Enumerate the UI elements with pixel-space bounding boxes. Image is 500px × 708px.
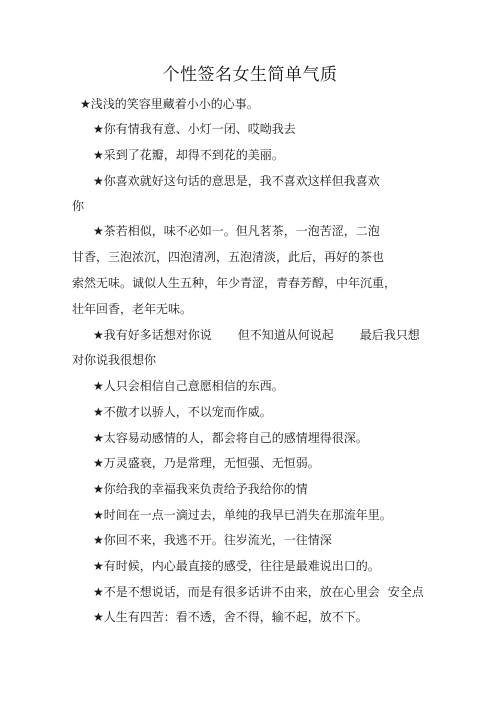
text-line: ★太容易动感情的人，都会将自己的感情埋得很深。	[93, 431, 368, 445]
text-segment: 最后我只想	[359, 328, 420, 342]
text-line: ★有时候，内心最直接的感受，往往是最难说出口的。	[93, 559, 380, 573]
text-segment: 但不知道从何说起	[237, 328, 334, 342]
text-line: ★你有情我有意、小灯一闭、哎呦我去	[93, 122, 296, 136]
text-line: 甘香，三泡浓沉，四泡清冽，五泡清淡，此后，再好的茶也	[72, 250, 385, 264]
text-line: ★浅浅的笑容里藏着小小的心事。	[80, 97, 259, 111]
text-line: 壮年回香，老年无味。	[72, 302, 193, 316]
text-line: ★采到了花瓣，却得不到花的美丽。	[93, 148, 284, 162]
text-line: ★时间在一点一滴过去，单纯的我早已消失在那流年里。	[93, 508, 392, 522]
text-line: ★茶若相似，味不必如一。但凡茗茶，一泡苦涩，二泡	[93, 224, 380, 238]
text-line: ★不傲才以骄人，不以宠而作威。	[93, 405, 272, 419]
text-line: ★你喜欢就好这句话的意思是，我不喜欢这样但我喜欢	[93, 174, 380, 188]
text-line: ★你给我的幸福我来负责给予我给你的情	[93, 482, 308, 496]
text-line: ★万灵盛衰，乃是常理，无恒强、无恒弱。	[93, 456, 320, 470]
text-segment: ★不是不想说话，而是有很多话讲不由来，放在心里会	[93, 585, 380, 599]
text-line: 索然无味。诚似人生五种，年少青涩，青春芳醇，中年沉重，	[72, 276, 397, 290]
text-line	[93, 327, 420, 343]
text-line: ★人生有四苦：看不透，舍不得，输不起，放不下。	[93, 610, 368, 624]
text-line: ★你回不来，我逃不开。往岁流光，一往情深	[93, 533, 332, 547]
text-line: 你	[72, 199, 85, 213]
text-segment: ★我有好多话想对你说	[93, 328, 212, 342]
document-title: 个性签名女生简单气质	[162, 65, 338, 85]
text-segment: 安全点	[387, 585, 424, 599]
text-line: 对你说我很想你	[72, 353, 157, 367]
text-line	[93, 584, 424, 600]
text-line: ★人只会相信自己意愿相信的东西。	[93, 379, 284, 393]
